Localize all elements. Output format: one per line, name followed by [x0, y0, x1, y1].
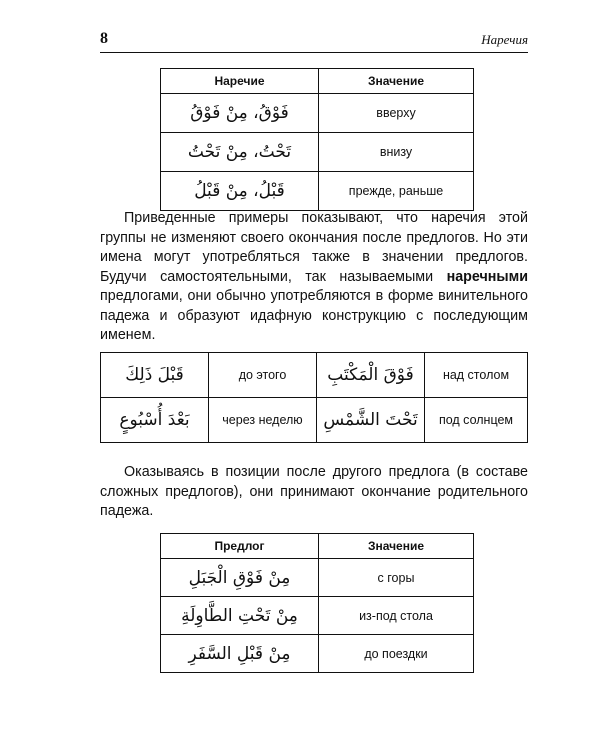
column-header-meaning: Значение [319, 69, 474, 94]
arabic-cell: فَوْقَ الْمَكْتَبِ [317, 353, 425, 398]
page-header [100, 30, 528, 53]
meaning-cell: под солнцем [425, 398, 528, 443]
examples-table [100, 352, 528, 443]
paragraph-text: Приведенные примеры показывают, что наречия этой группы не изменяют своего окончания после предлогов. Но эти имена могут употребляться также в значении предлогов. Будучи самостоятельными, так называемыми [100, 210, 528, 285]
meaning-cell: прежде, раньше [319, 172, 474, 211]
body-paragraph: Оказываясь в позиции после другого предлога (в составе сложных предлогов), они принимают окончание родительного падежа. [100, 464, 528, 519]
prepositions-table [160, 533, 474, 673]
table-row [161, 559, 474, 597]
paragraph-text: предлогами, они обычно употребляются в форме винительного падежа и образуют идафную конструкцию с последующим именем. [100, 288, 528, 343]
column-header-adverb: Наречие [161, 69, 319, 94]
table-row [161, 133, 474, 172]
meaning-cell: до этого [209, 353, 317, 398]
arabic-cell: مِنْ قَبْلِ السَّفَرِ [161, 635, 319, 673]
table-row [161, 94, 474, 133]
meaning-cell: до поездки [319, 635, 474, 673]
arabic-cell: فَوْقُ، مِنْ فَوْقُ [161, 94, 319, 133]
table-row [101, 398, 528, 443]
meaning-cell: через неделю [209, 398, 317, 443]
running-title: Наречия [481, 32, 528, 47]
meaning-cell: из-под стола [319, 597, 474, 635]
meaning-cell: над столом [425, 353, 528, 398]
arabic-cell: مِنْ فَوْقِ الْجَبَلِ [161, 559, 319, 597]
arabic-cell: مِنْ تَحْتِ الطَّاوِلَةِ [161, 597, 319, 635]
arabic-cell: قَبْلَ ذَلِكَ [101, 353, 209, 398]
arabic-cell: تَحْتَ الشَّمْسِ [317, 398, 425, 443]
body-paragraph [100, 209, 528, 346]
bold-term: наречными [446, 268, 528, 285]
table-row [161, 597, 474, 635]
meaning-cell: внизу [319, 133, 474, 172]
table-row [161, 172, 474, 211]
adverbs-table [160, 68, 474, 211]
table-header-row [161, 69, 474, 94]
arabic-cell: قَبْلُ، مِنْ قَبْلُ [161, 172, 319, 211]
column-header-preposition: Предлог [161, 534, 319, 559]
page-number: 8 [100, 30, 108, 47]
arabic-cell: بَعْدَ أُسْبُوعٍ [101, 398, 209, 443]
column-header-meaning: Значение [319, 534, 474, 559]
table-header-row [161, 534, 474, 559]
table-row [161, 635, 474, 673]
meaning-cell: вверху [319, 94, 474, 133]
arabic-cell: تَحْتُ، مِنْ تَحْتُ [161, 133, 319, 172]
table-row [101, 353, 528, 398]
meaning-cell: с горы [319, 559, 474, 597]
